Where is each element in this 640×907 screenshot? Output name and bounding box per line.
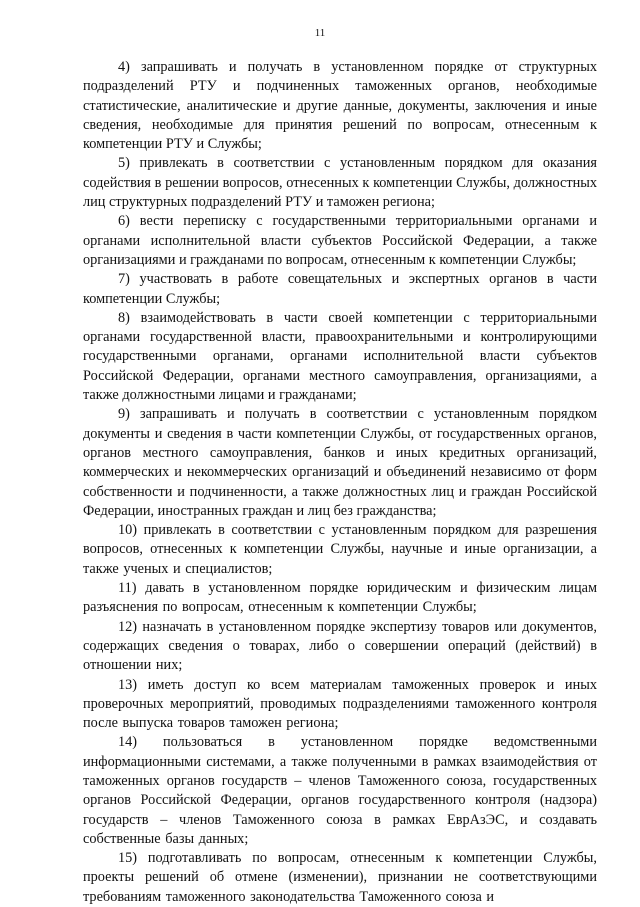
paragraph-item-9: 9) запрашивать и получать в соответствии с установленным порядком документы и сведения в части компетенции Службы, от государственных органов, органов местного самоуправления, банков и иных кредитных организаций, коммерческих и некоммерческих организаций и объединений независимо от форм собственности и подчиненности, а также должностных лиц и граждан Российской Федерации, иностранных граждан и лиц без гражданства; xyxy=(83,406,597,519)
paragraph-item-5: 5) привлекать в соответствии с установленным порядком для оказания содействия в решении вопросов, отнесенных к компетенции Службы, должностных лиц структурных подразделений РТУ и таможен региона; xyxy=(83,155,597,211)
paragraph-item-10: 10) привлекать в соответствии с установленным порядком для разрешения вопросов, отнесенных к компетенции Службы, научные и иные организации, а также ученых и специалистов; xyxy=(83,522,597,577)
paragraph-item-15: 15) подготавливать по вопросам, отнесенным к компетенции Службы, проекты решений об отмене (изменении), признании не соответствующими требованиям таможенного законодательства Таможенного союза и xyxy=(83,850,597,905)
paragraph-item-8: 8) взаимодействовать в части своей компетенции с территориальными органами государственной власти, правоохранительными и контролирующими государственными органами, органами исполнительной власти субъектов Российской Федерации, органами местного самоуправления, организациями, а также должностными лицами и гражданами; xyxy=(83,309,597,404)
paragraph-item-12: 12) назначать в установленном порядке экспертизу товаров или документов, содержащих сведения о товарах, либо о совершении операций (действий) в отношении них; xyxy=(83,618,597,674)
paragraph-item-7: 7) участвовать в работе совещательных и экспертных органов в части компетенции Службы; xyxy=(83,271,597,307)
paragraph-item-4: 4) запрашивать и получать в установленном порядке от структурных подразделений РТУ и подчиненных таможенных органов, необходимые статистические, аналитические и другие данные, документы, заключения и иные сведения, необходимые для принятия решений по вопросам, отнесенным к компетенции РТУ и Службы; xyxy=(83,59,597,153)
paragraph-item-13: 13) иметь доступ ко всем материалам таможенных проверок и иных проверочных мероприятий, проводимых подразделениями таможенного контроля после выпуска товаров таможен региона; xyxy=(83,676,597,732)
paragraph-item-14: 14) пользоваться в установленном порядке ведомственными информационными системами, а также полученными в рамках взаимодействия от таможенных органов государств – членов Таможенного союза, государственных органов Российской Федерации, органов государственного контроля (надзора) государств – членов Таможенного союза в рамках ЕврАзЭС, и создавать собственные базы данных; xyxy=(83,734,597,847)
paragraph-item-6: 6) вести переписку с государственными территориальными органами и органами исполнительной власти субъектов Российской Федерации, а также организациями и гражданами по вопросам, отнесенным к компетенции Службы; xyxy=(83,213,597,268)
document-body xyxy=(83,58,597,907)
paragraph-item-11: 11) давать в установленном порядке юридическим и физическим лицам разъяснения по вопросам, отнесенным к компетенции Службы; xyxy=(83,580,597,616)
page-number: 11 xyxy=(314,27,326,39)
